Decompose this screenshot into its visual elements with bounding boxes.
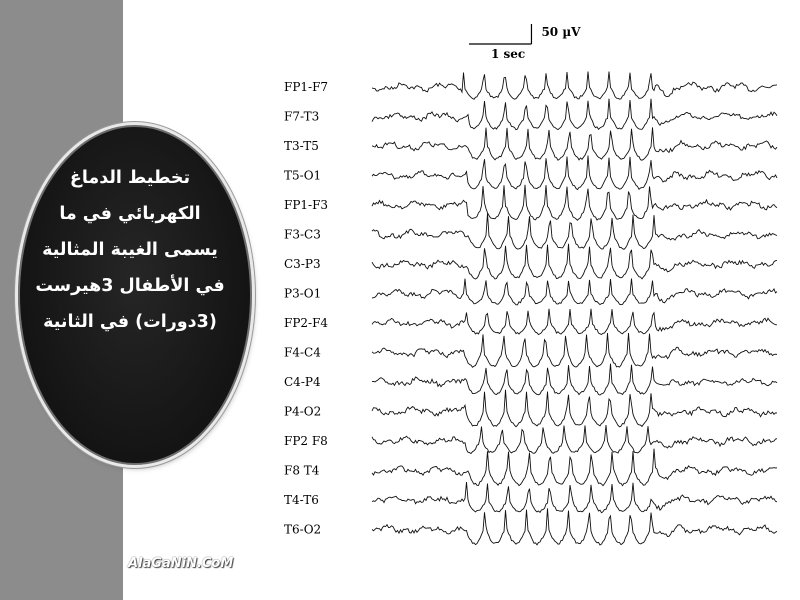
- channel-label-14: F8 T4: [284, 463, 320, 478]
- channel-label-13: FP2 F8: [284, 434, 328, 448]
- channel-label-16: T6-O2: [284, 522, 322, 537]
- title-line-4: في الأطفال 3هيرست: [35, 276, 225, 296]
- channel-label-11: C4-P4: [284, 375, 321, 389]
- watermark: AlaGaNiN.CoM: [128, 556, 234, 571]
- title-line-3: يسمى الغيبة المثالية: [42, 240, 218, 260]
- channel-trace-8: [372, 279, 777, 305]
- channel-label-4: T5-O1: [284, 168, 322, 183]
- channel-label-3: T3-T5: [284, 139, 319, 153]
- channel-label-2: F7-T3: [284, 109, 320, 124]
- title-line-1: تخطيط الدماغ: [69, 168, 191, 188]
- channel-trace-5: [372, 185, 777, 220]
- channel-trace-13: [372, 425, 777, 453]
- amplitude-scale-label: 50 µV: [541, 25, 581, 39]
- channel-trace-12: [372, 390, 777, 427]
- channel-trace-6: [372, 213, 777, 249]
- time-scale-label: 1 sec: [491, 47, 526, 61]
- channel-label-6: F3-C3: [284, 227, 321, 242]
- channel-label-10: F4-C4: [284, 345, 321, 360]
- channel-label-9: FP2-F4: [284, 316, 329, 330]
- channel-label-1: FP1-F7: [284, 80, 329, 94]
- channel-label-8: P3-O1: [284, 286, 322, 301]
- channel-trace-10: [372, 333, 777, 367]
- channel-label-7: C3-P3: [284, 257, 321, 271]
- channel-trace-11: [372, 364, 777, 395]
- channel-trace-7: [372, 244, 777, 279]
- title-line-2: الكهربائي في ما: [59, 204, 201, 224]
- page-title: [32, 160, 228, 340]
- channel-trace-4: [372, 156, 777, 190]
- channel-trace-3: [372, 127, 777, 160]
- channel-label-15: T4-T6: [284, 493, 319, 507]
- channel-label-12: P4-O2: [284, 404, 322, 419]
- scale-bar: [469, 24, 581, 61]
- channel-trace-15: [372, 482, 777, 513]
- channel-trace-16: [372, 508, 777, 545]
- channel-trace-9: [372, 309, 777, 335]
- channel-labels: [284, 80, 328, 537]
- channel-trace-14: [372, 449, 777, 486]
- title-line-5: (3دورات) في الثانية: [43, 312, 217, 332]
- channel-trace-1: [372, 72, 777, 100]
- channel-traces: [372, 72, 777, 546]
- channel-trace-2: [372, 99, 777, 130]
- channel-label-5: FP1-F3: [284, 198, 329, 212]
